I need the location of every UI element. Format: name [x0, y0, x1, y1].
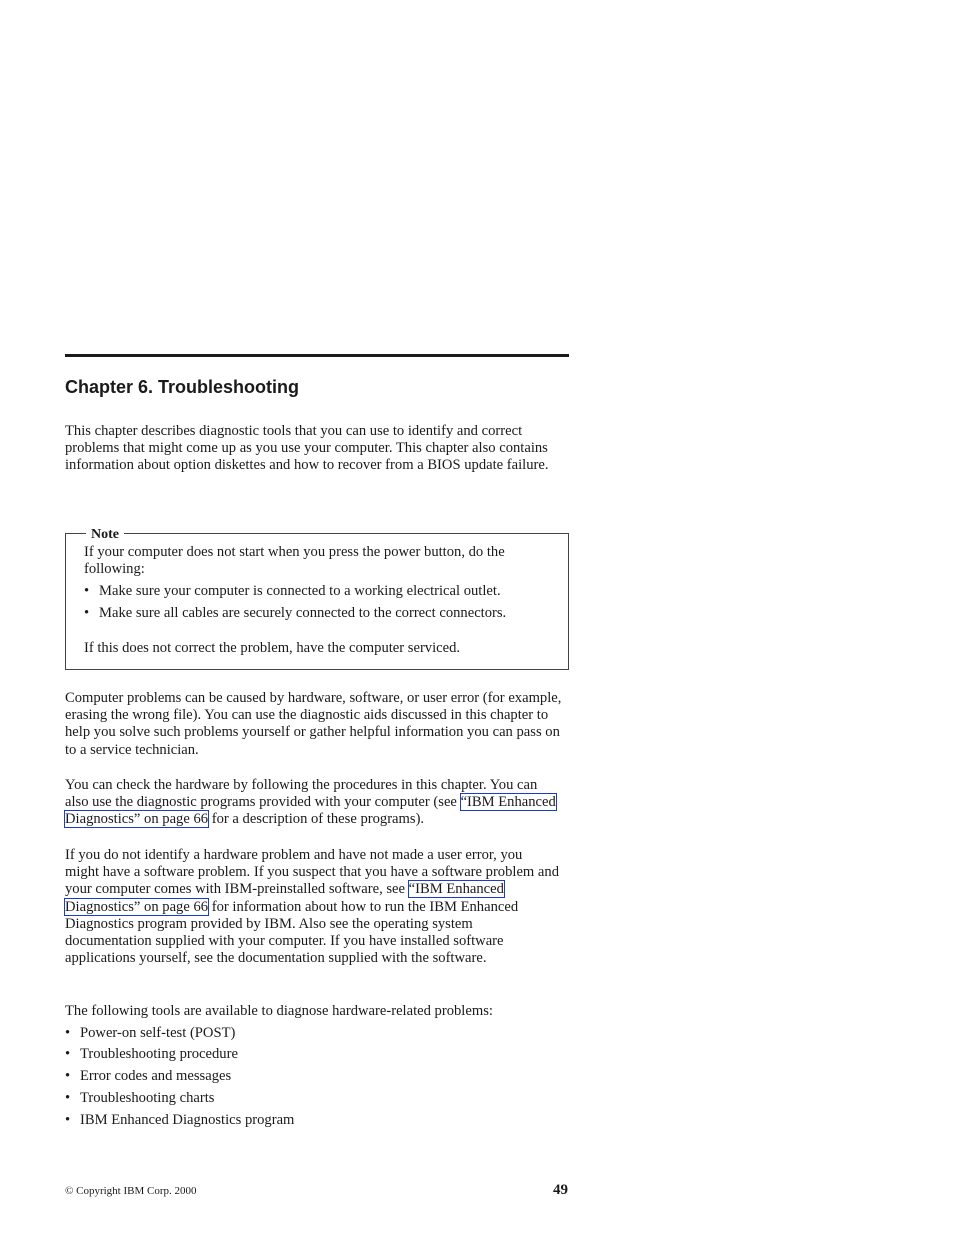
chapter-rule [65, 354, 569, 357]
chapter-title: Chapter 6. Troubleshooting [65, 377, 300, 397]
note-label: Note [86, 527, 124, 543]
copyright-notice: © Copyright IBM Corp. 2000 [65, 1185, 197, 1197]
note-bullet-1: • Make sure your computer is connected to a working electrical outlet. [84, 583, 501, 599]
bullet-icon: • [65, 1068, 71, 1084]
tool-item: • Troubleshooting procedure [65, 1046, 238, 1062]
page-number: 49 [553, 1182, 568, 1198]
tool-item: • Power-on self-test (POST) [65, 1025, 236, 1041]
link-ibm-enhanced-diagnostics[interactable]: “IBM Enhanced Diagnostics” on page 66 [65, 794, 556, 828]
bullet-icon: • [65, 1112, 71, 1128]
tools-intro: The following tools are available to diagnose hardware-related problems: [65, 1003, 493, 1019]
note-bullet-2: • Make sure all cables are securely connected to the correct connectors. [84, 605, 507, 621]
bullet-icon: • [84, 583, 90, 599]
note-text: If your computer does not start when you press the power button, do the following: [84, 544, 505, 578]
paragraph-hardware-check: You can check the hardware by following the procedures in this chapter. You can also use the diagnostic programs provided with your computer (see “IBM Enhanced Diagnostics” on page 66 for a description of these programs). [65, 777, 556, 828]
note-box [65, 527, 569, 670]
tool-item: • IBM Enhanced Diagnostics program [65, 1112, 295, 1128]
tool-item: • Error codes and messages [65, 1068, 232, 1084]
paragraph-causes: Computer problems can be caused by hardware, software, or user error (for example, erasing the wrong file). You can use the diagnostic aids discussed in this chapter to help you solve such problems yourself or gather helpful information you can pass on to a service technician. [65, 690, 562, 758]
intro-paragraph: This chapter describes diagnostic tools that you can use to identify and correct problems that might come up as you use your computer. This chapter also contains information about option diskettes and how to recover from a BIOS update failure. [65, 423, 549, 474]
tool-item: • Troubleshooting charts [65, 1090, 215, 1106]
bullet-icon: • [65, 1025, 71, 1041]
note-closing: If this does not correct the problem, have the computer serviced. [84, 640, 461, 656]
paragraph-software-problem: If you do not identify a hardware problem and have not made a user error, you might have a software problem. If you suspect that you have a software problem and your computer comes with IBM-preinstalled software, see “IBM Enhanced Diagnostics” on page 66 for information about how to run the IBM Enhanced Diagnostics program provided by IBM. Also see the operating system documentation supplied with your computer. If you have installed software applications yourself, see the documentation supplied with the software. [65, 847, 560, 967]
bullet-icon: • [65, 1046, 71, 1062]
bullet-icon: • [84, 605, 90, 621]
bullet-icon: • [65, 1090, 71, 1106]
link-ibm-enhanced-diagnostics-2[interactable]: “IBM Enhanced Diagnostics” on page 66 [65, 881, 504, 915]
